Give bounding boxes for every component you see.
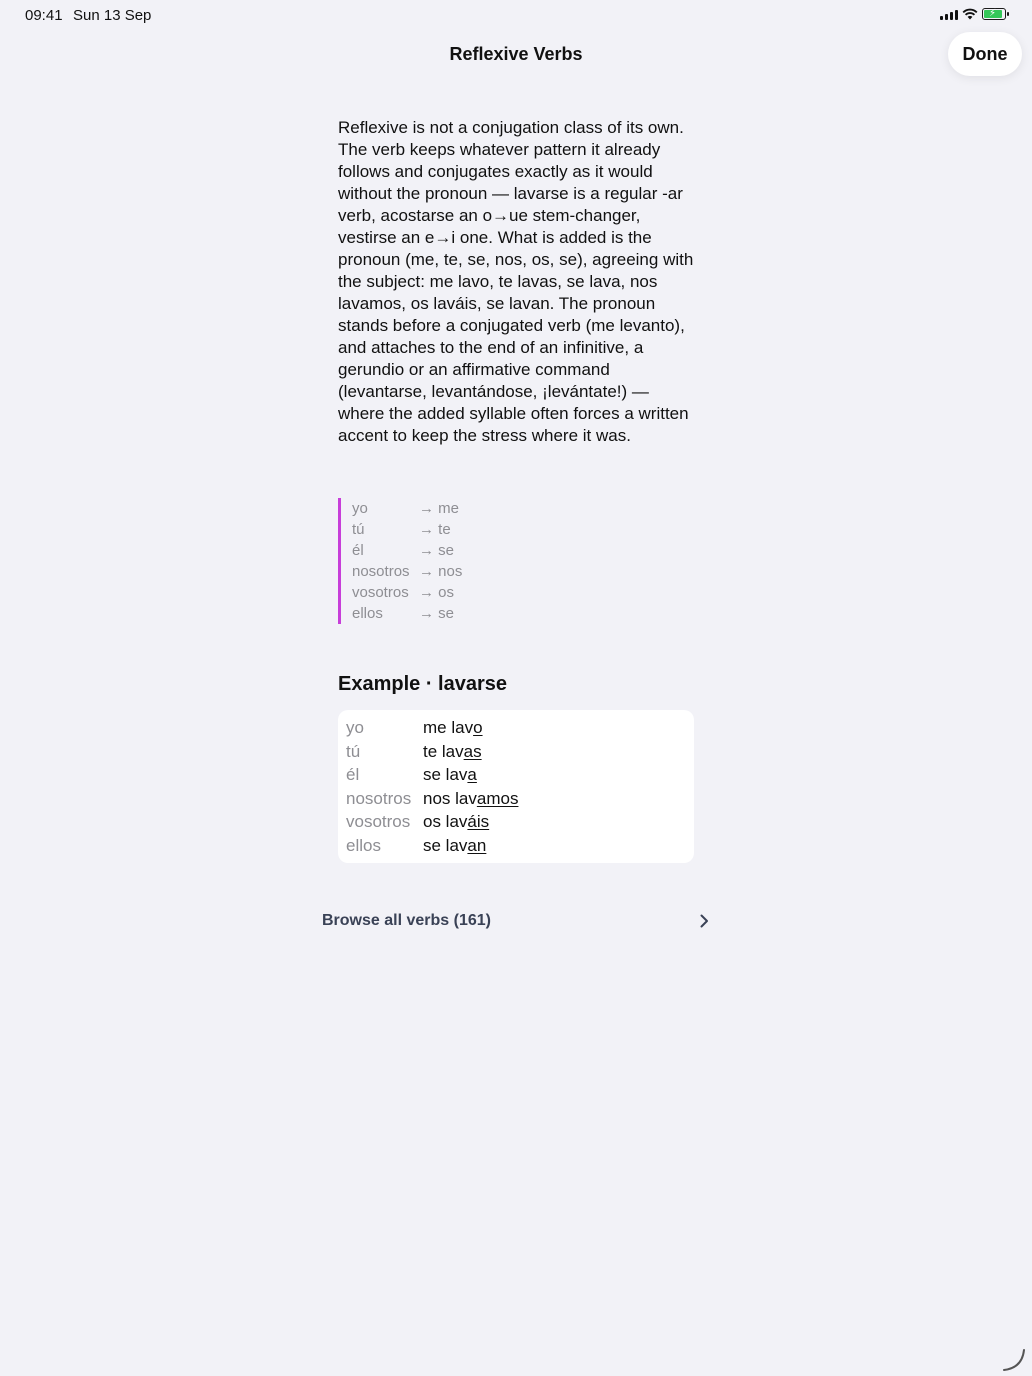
browse-all-verbs-link[interactable] xyxy=(322,904,712,938)
pronoun-map-subject: vosotros xyxy=(352,584,409,601)
conjugation-ending: a xyxy=(467,765,477,784)
pronoun-map-subject: yo xyxy=(352,500,368,517)
conjugation-row xyxy=(346,834,686,858)
conjugation-stem: se lav xyxy=(423,835,468,855)
conjugation-subject: yo xyxy=(346,718,364,737)
conjugation-subject: vosotros xyxy=(346,812,411,831)
cellular-signal-icon xyxy=(940,9,958,20)
pronoun-map xyxy=(338,498,462,624)
conjugation-subject: él xyxy=(346,765,360,784)
battery-icon xyxy=(982,8,1006,20)
pronoun-map-row xyxy=(352,561,462,582)
chevron-right-icon xyxy=(696,913,712,929)
intro-paragraph: Reflexive is not a conjugation class of its own. The verb keeps whatever pattern it already follows and conjugates exactly as it would without the pronoun — lavarse is a regular -ar verb, acostarse an o→ue stem-changer, vestirse an e→i one. What is added is the pronoun (me, te, se, nos, os, se), agreeing with the subject: me lavo, te lavas, se lava, nos lavamos, os laváis, se lavan. The pronoun stands before a conjugated verb (me levanto), and attaches to the end of an infinitive, a gerundio or an affirmative command (levantarse, levantándose, ¡levántate!) — where the added syllable often forces a written accent to keep the stress where it was. xyxy=(338,118,694,445)
browse-all-verbs-label: Browse all verbs (161) xyxy=(322,912,491,929)
status-indicators xyxy=(940,8,1006,20)
conjugation-row xyxy=(346,716,686,740)
conjugation-ending: as xyxy=(463,741,482,761)
conjugation-form xyxy=(423,787,518,811)
pronoun-map-row xyxy=(352,582,462,603)
pronoun-map-subject: nosotros xyxy=(352,563,410,580)
status-bar xyxy=(0,0,1032,32)
status-time: 09:41 xyxy=(25,7,63,24)
pronoun-map-subject: él xyxy=(352,542,364,559)
pronoun-map-pronoun: → me xyxy=(419,500,460,517)
conjugation-form xyxy=(423,763,477,787)
conjugation-form xyxy=(423,716,483,740)
conjugation-subject: nosotros xyxy=(346,788,412,808)
done-button[interactable]: Done xyxy=(948,32,1022,76)
pronoun-map-row xyxy=(352,498,462,519)
conjugation-form xyxy=(423,834,486,858)
pronoun-map-pronoun: → nos xyxy=(419,563,463,580)
pronoun-map-pronoun: → se xyxy=(419,542,455,559)
conjugation-stem: me lav xyxy=(423,718,474,737)
conjugation-form xyxy=(423,740,482,764)
conjugation-subject: tú xyxy=(346,741,361,761)
pronoun-map-subject: ellos xyxy=(352,605,383,622)
pronoun-map-subject: tú xyxy=(352,521,365,538)
pronoun-map-row xyxy=(352,540,462,561)
page-title: Reflexive Verbs xyxy=(449,44,583,64)
example-heading: Example · lavarse xyxy=(338,673,507,695)
conjugation-row xyxy=(346,787,686,811)
conjugation-stem: se lav xyxy=(423,765,468,784)
pronoun-map-row xyxy=(352,519,462,540)
status-date: Sun 13 Sep xyxy=(73,7,152,24)
resize-grip-icon[interactable] xyxy=(1002,1346,1028,1372)
conjugation-ending: an xyxy=(467,835,487,855)
pronoun-map-pronoun: → te xyxy=(419,521,451,538)
conjugation-stem: os lav xyxy=(423,812,468,831)
conjugation-ending: o xyxy=(473,718,483,737)
conjugation-form xyxy=(423,810,489,834)
pronoun-map-row xyxy=(352,603,462,624)
conjugation-row xyxy=(346,763,686,787)
conjugation-row xyxy=(346,740,686,764)
example-conjugation-card xyxy=(338,710,694,863)
conjugation-subject: ellos xyxy=(346,835,381,855)
conjugation-ending: áis xyxy=(467,812,490,831)
pronoun-map-pronoun: → se xyxy=(419,605,455,622)
conjugation-stem: nos lav xyxy=(423,788,477,808)
conjugation-ending: amos xyxy=(476,788,519,808)
charging-bolt-icon: ⚡ xyxy=(989,8,997,19)
wifi-icon xyxy=(962,8,978,20)
conjugation-row xyxy=(346,810,686,834)
pronoun-map-pronoun: → os xyxy=(419,584,455,601)
conjugation-stem: te lav xyxy=(423,741,464,761)
